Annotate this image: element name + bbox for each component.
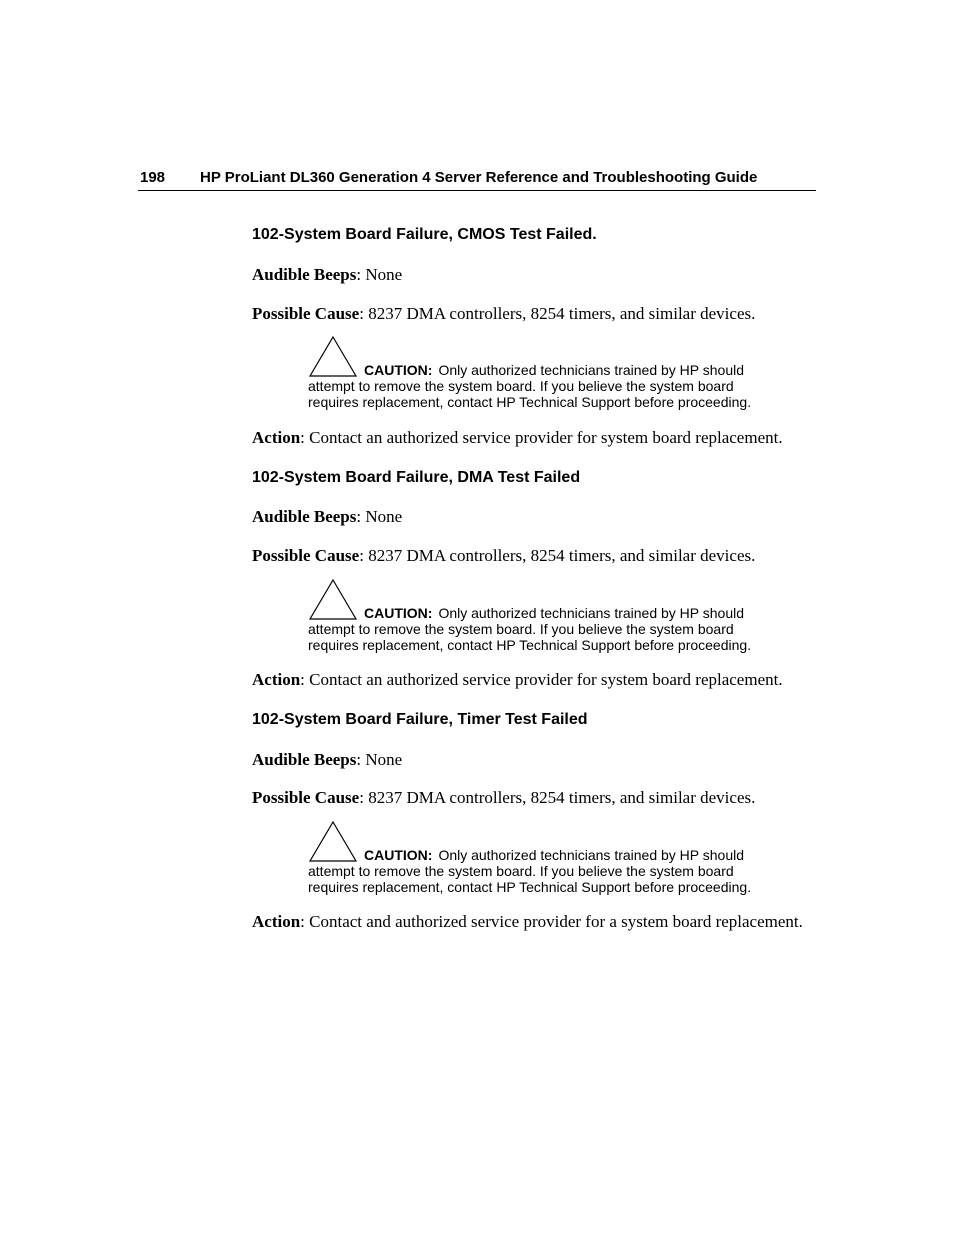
beeps-label: Audible Beeps <box>252 507 357 526</box>
action-value: : Contact and authorized service provider for a system board replacement. <box>300 912 803 931</box>
audible-beeps <box>252 265 402 285</box>
cause-label: Possible Cause <box>252 304 360 323</box>
caution-text-line: attempt to remove the system board. If you believe the system board <box>308 378 734 394</box>
cause-value: : 8237 DMA controllers, 8254 timers, and similar devices. <box>359 546 756 565</box>
caution-text-line: Only authorized technicians trained by HP should <box>438 362 745 378</box>
caution-text-line: requires replacement, contact HP Technical Support before proceeding. <box>308 637 752 653</box>
action <box>252 912 803 932</box>
caution-text-line: requires replacement, contact HP Technical Support before proceeding. <box>308 879 752 895</box>
page-number: 198 <box>140 169 166 186</box>
caution-text-line: attempt to remove the system board. If you believe the system board <box>308 621 734 637</box>
caution-text-line: Only authorized technicians trained by HP should <box>438 847 745 863</box>
beeps-value: : None <box>356 750 403 769</box>
action-label: Action <box>252 670 301 689</box>
beeps-label: Audible Beeps <box>252 750 357 769</box>
action <box>252 428 783 448</box>
action <box>252 670 783 690</box>
possible-cause <box>252 304 755 324</box>
section-title: 102-System Board Failure, CMOS Test Failed. <box>252 226 597 243</box>
cause-label: Possible Cause <box>252 546 360 565</box>
cause-value: : 8237 DMA controllers, 8254 timers, and similar devices. <box>359 304 756 323</box>
page-header <box>138 168 816 191</box>
caution-label: CAUTION: <box>364 847 433 863</box>
cause-value: : 8237 DMA controllers, 8254 timers, and similar devices. <box>359 788 756 807</box>
section-title: 102-System Board Failure, Timer Test Failed <box>252 711 588 728</box>
caution-text-line: attempt to remove the system board. If you believe the system board <box>308 863 734 879</box>
caution-label: CAUTION: <box>364 362 433 378</box>
caution-triangle-icon <box>308 579 358 621</box>
action-value: : Contact an authorized service provider for system board replacement. <box>300 428 783 447</box>
beeps-label: Audible Beeps <box>252 265 357 284</box>
caution-triangle-icon <box>308 821 358 863</box>
beeps-value: : None <box>356 507 403 526</box>
running-title: HP ProLiant DL360 Generation 4 Server Reference and Troubleshooting Guide <box>200 169 758 186</box>
possible-cause <box>252 546 755 566</box>
beeps-value: : None <box>356 265 403 284</box>
caution-text-line: requires replacement, contact HP Technical Support before proceeding. <box>308 394 752 410</box>
audible-beeps <box>252 507 402 527</box>
action-value: : Contact an authorized service provider for system board replacement. <box>300 670 783 689</box>
caution-triangle-icon <box>308 336 358 378</box>
action-label: Action <box>252 912 301 931</box>
cause-label: Possible Cause <box>252 788 360 807</box>
caution-label: CAUTION: <box>364 605 433 621</box>
action-label: Action <box>252 428 301 447</box>
caution-text-line: Only authorized technicians trained by HP should <box>438 605 745 621</box>
possible-cause <box>252 788 755 808</box>
audible-beeps <box>252 750 402 770</box>
section-title: 102-System Board Failure, DMA Test Failed <box>252 469 581 486</box>
